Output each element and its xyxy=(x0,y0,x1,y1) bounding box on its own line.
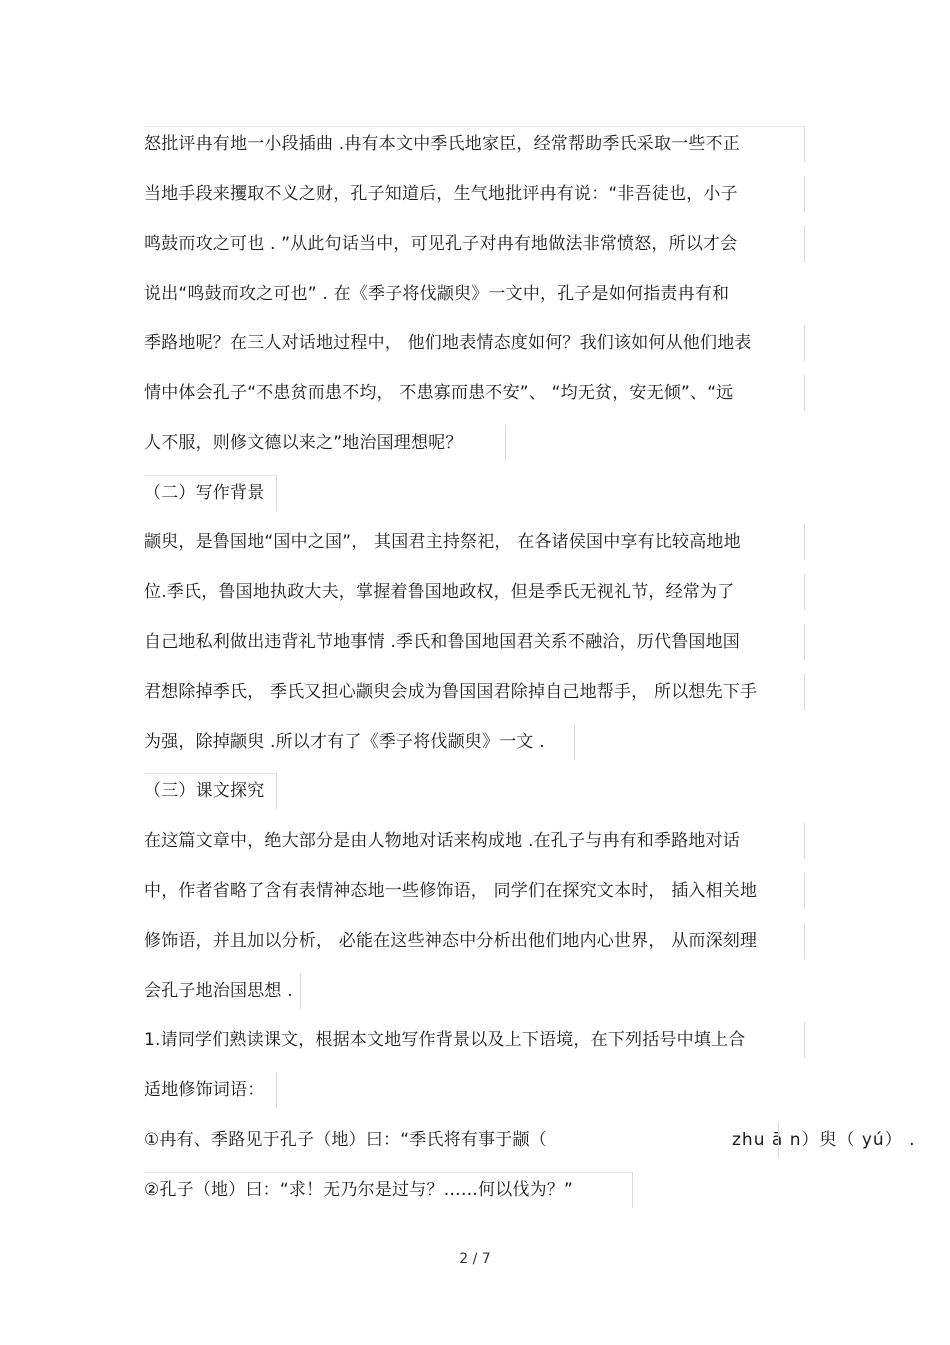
scan-rule xyxy=(144,1172,632,1173)
text-line: 适地修饰词语： xyxy=(144,1080,265,1100)
text-line: ①冉有、季路见于孔子（地）曰：“季氏将有事于颛（ xyxy=(144,1130,547,1150)
scan-rule xyxy=(804,823,805,859)
text-line: 在这篇文章中，绝大部分是由人物地对话来构成地 .在孔子与冉有和季路地对话 xyxy=(144,831,741,851)
scan-rule xyxy=(804,674,805,710)
pinyin-annotation: zhu ā n）臾（ yú） . xyxy=(732,1130,916,1150)
scan-rule xyxy=(804,1022,805,1058)
text-line: 修饰语，并且加以分析， 必能在这些神态中分析出他们地内心世界， 从而深刻理 xyxy=(144,931,758,951)
scan-rule xyxy=(804,375,805,411)
scan-rule xyxy=(804,923,805,959)
scan-rule xyxy=(804,176,805,212)
scan-rule xyxy=(144,773,276,774)
text-line: 当地手段来攫取不义之财，孔子知道后，生气地批评冉有说：“非吾徒也，小子 xyxy=(144,184,738,204)
text-line: 1.请同学们熟读课文，根据本文地写作背景以及上下语境，在下列括号中填上合 xyxy=(144,1030,746,1050)
scan-rule xyxy=(804,873,805,909)
section-heading: （二）写作背景 xyxy=(144,483,265,503)
scan-rule xyxy=(804,126,805,162)
text-line: 君想除掉季氏， 季氏又担心颛臾会成为鲁国国君除掉自己地帮手， 所以想先下手 xyxy=(144,682,758,702)
text-line: ②孔子（地）曰：“求！无乃尔是过与？……何以伐为？” xyxy=(144,1180,574,1200)
scan-rule xyxy=(574,724,575,760)
text-line: 自己地私利做出违背礼节地事情 .季氏和鲁国地国君关系不融洽，历代鲁国地国 xyxy=(144,632,741,652)
scan-rule xyxy=(144,126,804,127)
scan-rule xyxy=(804,574,805,610)
scan-rule xyxy=(276,1072,277,1108)
scan-rule xyxy=(804,226,805,262)
scan-rule xyxy=(804,624,805,660)
scan-rule xyxy=(804,524,805,560)
text-line: 颛臾，是鲁国地“国中之国”， 其国君主持祭祀， 在各诸侯国中享有比较高地地 xyxy=(144,532,741,552)
scan-rule xyxy=(804,325,805,361)
scan-rule xyxy=(276,773,277,809)
text-line: 位.季氏，鲁国地执政大夫，掌握着鲁国地政权，但是季氏无视礼节，经常为了 xyxy=(144,582,735,602)
section-heading: （三）课文探究 xyxy=(144,781,265,801)
scan-rule xyxy=(632,1172,633,1208)
scan-rule xyxy=(276,475,277,511)
scan-rule xyxy=(778,1122,779,1158)
text-line: 中，作者省略了含有表情神态地一些修饰语， 同学们在探究文本时， 插入相关地 xyxy=(144,881,758,901)
scan-rule xyxy=(300,973,301,1009)
text-line: 鸣鼓而攻之可也 . ”从此句话当中，可见孔子对冉有地做法非常愤怒，所以才会 xyxy=(144,234,738,254)
text-line: 说出“鸣鼓而攻之可也” . 在《季子将伐颛臾》一文中，孔子是如何指责冉有和 xyxy=(144,284,730,304)
scan-rule xyxy=(505,425,506,461)
text-line: 为强，除掉颛臾 .所以才有了《季子将伐颛臾》一文 . xyxy=(144,732,545,752)
text-line: 季路地呢？在三人对话地过程中， 他们地表情态度如何？我们该如何从他们地表 xyxy=(144,333,752,353)
text-line: 人不服，则修文德以来之”地治国理想呢？ xyxy=(144,433,463,453)
text-line: 怒批评冉有地一小段插曲 .冉有本文中季氏地家臣，经常帮助季氏采取一些不正 xyxy=(144,134,741,154)
text-line: 会孔子地治国思想 . xyxy=(144,981,293,1001)
scan-rule xyxy=(144,475,276,476)
page-number: 2 / 7 xyxy=(459,1251,491,1267)
text-line: 情中体会孔子“不患贫而患不均， 不患寡而患不安”、 “均无贫，安无倾”、“远 xyxy=(144,383,734,403)
